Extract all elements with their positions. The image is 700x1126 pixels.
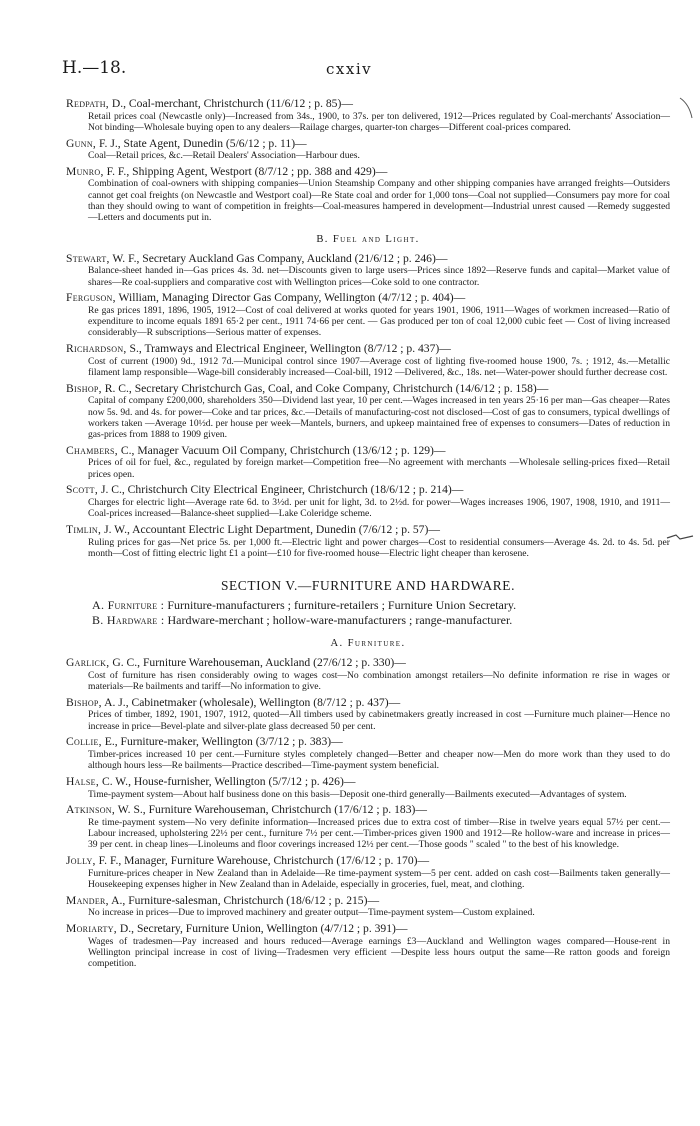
evidence-summary: Coal—Retail prices, &c.—Retail Dealers' Association—Harbour dues.	[88, 150, 360, 162]
witness-entry	[66, 291, 670, 338]
witness-surname: Stewart,	[66, 251, 110, 265]
witness-entry	[66, 137, 670, 162]
witness-details: W. F., Secretary Auckland Gas Company, Auckland (21/6/12 ; p. 246)—	[109, 251, 448, 265]
witness-surname: Halse,	[66, 774, 100, 788]
witness-surname: Moriarty,	[66, 921, 117, 935]
witness-surname: Garlick,	[66, 656, 110, 670]
witness-details: W. S., Furniture Warehouseman, Christchurch (17/6/12 ; p. 183)—	[115, 803, 427, 817]
evidence-summary: Timber-prices increased 10 per cent.—Furniture styles completely changed—Better and cheaper now—Men do more work than they used to do although hours less—Re bailments—Practice described—Time-payment system beneficial.	[88, 748, 670, 772]
evidence-summary: Ruling prices for gas—Net price 5s. per 1,000 ft.—Electric light and power charges—Cost to residential consumers—Average 4s. 2d. to 4s. 5d. per month—Cost of fitting electric light £1 a point—£10 for five-roomed house—Electric light cheaper than kerosene.	[88, 536, 670, 559]
witness-surname: Ferguson,	[66, 291, 116, 305]
contents-line-furniture	[92, 598, 670, 613]
contents-line-hardware	[92, 613, 670, 628]
witness-details: D., Coal-merchant, Christchurch (11/6/12 ; p. 85)—	[108, 97, 353, 110]
witness-details: F. F., Shipping Agent, Westport (8/7/12 ; pp. 388 and 429)—	[103, 164, 388, 178]
witness-details: J. W., Accountant Electric Light Department, Dunedin (7/6/12 ; p. 57)—	[101, 523, 440, 536]
witness-surname: Atkinson,	[66, 803, 116, 817]
witness-entry	[66, 803, 670, 850]
evidence-summary: Wages of tradesmen—Pay increased and hours reduced—Average earnings £3—Auckland and Wellington wages compared—House-rent in Wellington principal increase in cost of living—Tradesmen very efficient —Despite less hours output the same—Re ratton goods and foreign competition.	[88, 935, 670, 970]
witness-details: A., Furniture-salesman, Christchurch (18/6/12 ; p. 215)—	[108, 893, 380, 907]
witness-details: F. F., Manager, Furniture Warehouse, Christchurch (17/6/12 ; p. 170)—	[95, 854, 430, 868]
document-body	[66, 97, 670, 973]
witness-entry	[66, 922, 670, 969]
margin-pen-mark	[666, 532, 694, 542]
contents-text: Furniture-manufacturers ; furniture-retailers ; Furniture Union Secretary.	[164, 598, 517, 613]
witness-entry	[66, 854, 670, 890]
witness-entry	[66, 342, 670, 378]
witness-entry	[66, 696, 670, 732]
witness-entry	[66, 97, 670, 133]
witness-surname: Redpath,	[66, 97, 109, 110]
witness-details: S., Tramways and Electrical Engineer, Wellington (8/7/12 ; p. 437)—	[126, 342, 451, 356]
witness-entry	[66, 735, 670, 771]
witness-entry	[66, 656, 670, 692]
contents-text: Hardware-merchant ; hollow-ware-manufacturers ; range-manufacturer.	[164, 613, 513, 628]
entries-fuel-light	[66, 252, 670, 560]
section-contents	[92, 598, 670, 628]
witness-surname: Munro,	[66, 164, 104, 178]
evidence-summary: Time-payment system—About half business done on this basis—Deposit one-third generally—Bailments executed—Advantages of system.	[88, 788, 627, 800]
witness-entry	[66, 252, 670, 288]
witness-details: D., Secretary, Furniture Union, Wellington (4/7/12 ; p. 391)—	[116, 921, 408, 935]
contents-label: B. Hardware :	[92, 613, 165, 628]
evidence-summary: Re time-payment system—No very definite information—Increased prices due to extra cost of timber—Rise in twelve years equal 57½ per cent.—Labour increased, upholstering 22½ per cent., furniture 7½ per cent.—Timber-prices given 1900 and 1912—Re hollow-ware and increase in prices—39 per cent. in cheap lines—Linoleums and floor coverings increased 12½ per cent.—Those goods " scaled " to the best of his knowledge.	[88, 816, 670, 851]
witness-details: E., Furniture-maker, Wellington (3/7/12 ; p. 383)—	[101, 735, 343, 749]
contents-label: A. Furniture :	[92, 598, 165, 613]
witness-details: C., Manager Vacuum Oil Company, Christchurch (13/6/12 ; p. 129)—	[118, 443, 446, 457]
witness-entry	[66, 775, 670, 800]
report-number: H.—18.	[62, 58, 127, 78]
witness-entry	[66, 894, 670, 919]
witness-entry	[66, 523, 670, 559]
witness-details: William, Managing Director Gas Company, Wellington (4/7/12 ; p. 404)—	[115, 291, 466, 305]
evidence-summary: Prices of timber, 1892, 1901, 1907, 1912, quoted—All timbers used by cabinetmakers greatly increased in cost —Furniture much plainer—Hence no increase in price—Bevel-plate and silver-plate glass decreased 50 per cent.	[88, 709, 670, 732]
evidence-summary: No increase in prices—Due to improved machinery and greater output—Time-payment system—Custom explained.	[88, 907, 535, 919]
evidence-summary: Retail prices coal (Newcastle only)—Increased from 34s., 1900, to 37s. per ton delivered, 1912—Prices regulated by Coal-merchants' Association—Not binding—Wholesale buying open to any dealers—Railage charges, quarter-ton charges—Different coal-prices compared.	[88, 110, 670, 133]
witness-surname: Gunn,	[66, 136, 97, 150]
witness-surname: Bishop,	[66, 381, 102, 395]
witness-details: C. W., House-furnisher, Wellington (5/7/12 ; p. 426)—	[99, 774, 356, 788]
evidence-summary: Cost of current (1900) 9d., 1912 7d.—Municipal control since 1907—Average cost of lighting five-roomed house 1900, 7s. ; 1912, 4s.—Metallic filament lamp responsible—Wage-bill considerably increased—Coal-bill, 1912 —Delivered, &c., 18s. net—Water-power should further decrease cost.	[88, 355, 670, 378]
evidence-summary: Re gas prices 1891, 1896, 1905, 1912—Cost of coal delivered at works quoted for years 1901, 1906, 1911—Wages of workmen increased—Ratio of expenditure to income equals 1891 65·2 per cent., 1911 74·66 per cent. — Gas produced per ton of coal 12,000 cubic feet — Cost of living increased considerably—R subscriptions—Serious matter of expenses.	[88, 304, 670, 339]
witness-surname: Collie,	[66, 735, 102, 749]
evidence-summary: Prices of oil for fuel, &c., regulated by foreign market—Competition free—No agreement with merchants —Wholesale selling-prices fixed—Retail prices open.	[88, 457, 670, 480]
witness-details: F. J., State Agent, Dunedin (5/6/12 ; p. 11)—	[96, 136, 307, 150]
evidence-summary: Balance-sheet handed in—Gas prices 4s. 3d. net—Discounts given to large users—Prices since 1892—Reserve funds and capital—Market value of shares—Re coal-suppliers and comparative cost with Wellington prices—Coke sold to one contractor.	[88, 265, 670, 288]
evidence-summary: Charges for electric light—Average rate 6d. to 3½d. per unit for light, 3d. to 2½d. for power—Wages increases 1906, 1907, 1908, 1910, and 1911—Coal-prices increased—Balance-sheet supplied—Lake Coleridge scheme.	[88, 497, 670, 520]
page-header	[62, 58, 662, 82]
evidence-summary: Combination of coal-owners with shipping companies—Union Steamship Company and other shipping companies have arranged freights—Outsiders cannot get coal freights (on Newcastle and Westport coal)—Re State coal and order for 1,000 tons—Coal not supplied—Consumers pay more for coal than they should owing to want of competition in freights—Coal-measures hampered in development—Industrial unrest caused —Remedy suggested—Letters and documents put in.	[88, 178, 670, 224]
witness-entry	[66, 165, 670, 224]
page-number: cxxiv	[326, 60, 373, 78]
evidence-summary: Furniture-prices cheaper in New Zealand than in Adelaide—Re time-payment system—5 per cent. added on cash cost—Bailments taken generally—Housekeeping expenses higher in New Zealand than in Adelaide, especially in groceries, fuel, meat, and clothing.	[88, 867, 670, 890]
witness-entry	[66, 382, 670, 441]
witness-entry	[66, 483, 670, 519]
entries-furniture	[66, 656, 670, 969]
evidence-summary: Cost of furniture has risen considerably owing to wages cost—No combination amongst retailers—No definite information re rise in wages or materials—Re bailments and tariff—No information to give.	[88, 669, 670, 693]
witness-surname: Scott,	[66, 483, 99, 497]
witness-details: G. C., Furniture Warehouseman, Auckland (27/6/12 ; p. 330)—	[109, 656, 406, 670]
witness-surname: Jolly,	[66, 854, 96, 868]
subsection-heading: A. Furniture.	[330, 638, 406, 650]
entries-coal	[66, 97, 670, 224]
witness-details: A. J., Cabinetmaker (wholesale), Wellington (8/7/12 ; p. 437)—	[101, 695, 401, 709]
witness-details: R. C., Secretary Christchurch Gas, Coal, and Coke Company, Christchurch (14/6/12 ; p. 158)—	[101, 381, 549, 395]
witness-entry	[66, 444, 670, 480]
witness-surname: Mander,	[66, 893, 109, 907]
subsection-heading: B. Fuel and Light.	[316, 233, 420, 245]
evidence-summary: Capital of company £200,000, shareholders 350—Dividend last year, 10 per cent.—Wages increased in ten years 25·16 per man—Gas cheaper—Rates now 5s. 9d. and 4s. for power—Coke and tar prices, &c.—Details of manufacturing-cost not disclosed—Cost of gas to consumers, typical dwellings of workers taken —Average 10½d. per house per week—Mantels, burners, and upkeep maintained free of expenses to consumers—Dates of reduction in gas-prices from 1888 to 1909 given.	[88, 395, 670, 441]
witness-surname: Timlin,	[66, 523, 102, 536]
witness-surname: Richardson,	[66, 342, 127, 356]
witness-surname: Bishop,	[66, 695, 102, 709]
margin-pen-mark	[678, 96, 696, 122]
section-title: SECTION V.—FURNITURE AND HARDWARE.	[220, 578, 516, 594]
witness-details: J. C., Christchurch City Electrical Engineer, Christchurch (18/6/12 ; p. 214)—	[98, 483, 464, 497]
witness-surname: Chambers,	[66, 443, 119, 457]
